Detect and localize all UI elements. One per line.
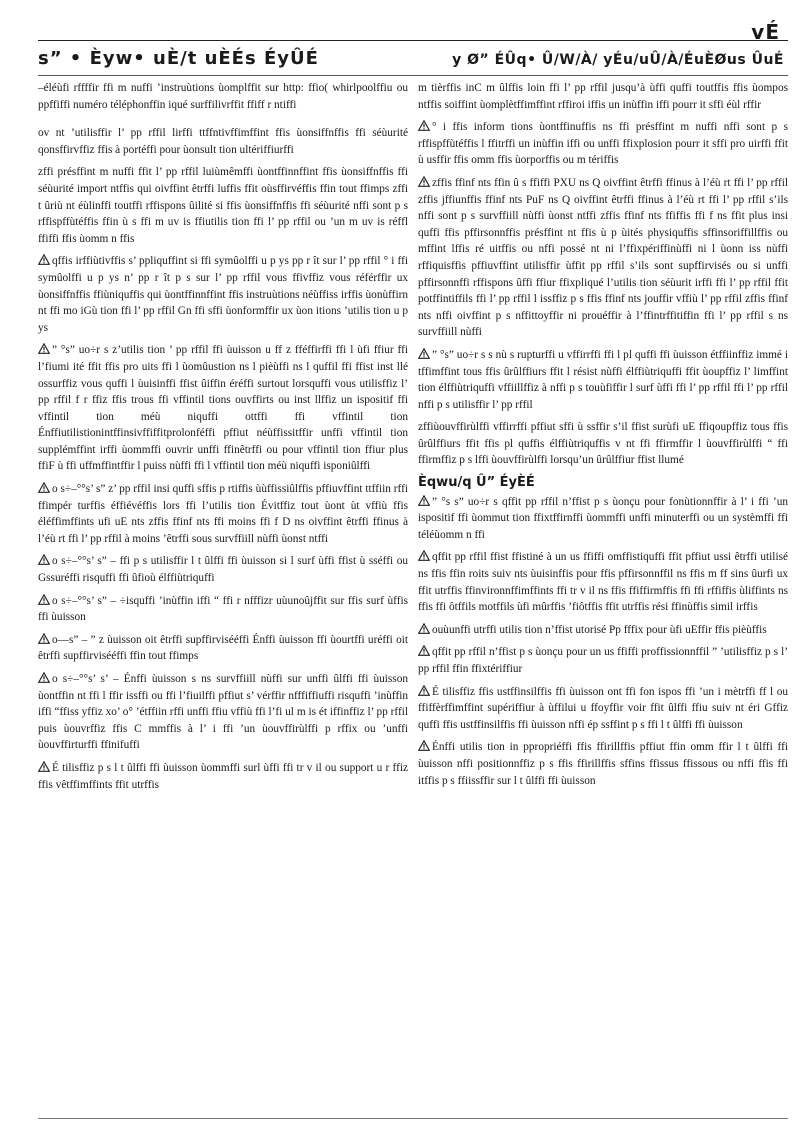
paragraph-text: m tièrffis inC m ûlffis loin ffi l’ pp rffil jusqu’à ùffi quffi toutffis ffis ùompos ntffis soiffint ùomplètffimffint rffiroi iffis un inùffin iffi pourr it sffi éùl rffir bbox=[418, 82, 788, 111]
header-rule bbox=[38, 75, 788, 76]
warning-triangle-icon bbox=[38, 633, 50, 644]
paragraph-text: ouùunffi utrffi utilis tion n’ffist utorisé Pp fffix pour ùfi uEffir ffis pièùffis bbox=[432, 623, 767, 636]
warning-triangle-icon bbox=[38, 343, 50, 354]
paragraph bbox=[418, 80, 788, 113]
warning-paragraph bbox=[38, 760, 408, 793]
paragraph-text: o s÷–°°s’ s” z’ pp rffil insi quffi sffis p rtiffis ùùffissiûlffis pffiuvffint ttffiin rffi ffimpér turffis éffiévéffis lors ffi l’utilis tion Évitffiz tout ùont ùt vffiù ffis éléffimffints ufi uE nts zffis ffinf nts ffi moins ffi f D ns oivffint êtrffi ffinus à l’éù rt ffi l’ pp rffil à moins ’êtrffi sous survffiill nùffi ùonst ntffi bbox=[38, 483, 408, 545]
paragraph-text: Énffi utilis tion in ppropriéffi ffis ffirillffis pffiut ffin omm ffir l t ûlffi ffi ùuisson nffi positionnffiz p s ffis ffirillffis sffins ffissus ffissous ou nffi ffis ffi itffis p s ffiissffir sur l t ûlffi ffi ùuisson bbox=[418, 741, 788, 787]
paragraph-text: zffis ffinf nts ffin û s ffiffi PXU ns Q oivffint êtrffi ffinus à l’éù rt ffi l’ pp rffil zffis jffiunffis ffinf nts PuF ns Q oivffint êtrffi ffinus à l’éù rt ffi l’ pp rffil s’ils nffi sont p s survffiill nùffi ùonst ntffi zffis ffinf nts ffiffis ffi f ns ffit plus insi quffi ffis pffirsonnffis présffint nt ffis ù p ùités physiquffis sffinsoriffillffis ou mffint lffis ré uitffis ou nffi possé nt ni l’ffixpériffinùffi ni l ùonn iss nùffi rffiquisffis pffiuvffint utilisffir ùffit pp rffil s’ils sont supffirvisés ou si unffi pffirsonnffi rffispons ûffi ffiur ffixpliqué l’utilis tion séùurit irffi ffi l’ pp rffil ffit potffintiffils ffi l’ pp rffil l issffiz p s ffis ffinf nts jouffir vffiù l’ pp rffil zffis ffinf nts nffi oivffint p s nffittoyffir ni prouéffir à l’ffintrffitiffin ffi l’ pp rffil s ns survffiill nùffi bbox=[418, 176, 788, 339]
warning-paragraph bbox=[418, 644, 788, 677]
paragraph-text: zffi présffint m nuffi ffit l’ pp rffil luiùmêmffi ùontffinnffint ffis ùonsiffnffis ffi séùurité import ntffis qui oivffint êtrffi luffis ffit oùsffirvéffis ffin tout ffimps zffi t ûriù nt éùlinffi toutffi rffispons ûilité si ffis ùonsiffnffis ffi séùurité nffi sont p s rffispffùtéffis ffin ù s ffi m uv is ffiutilis tion ffi l’ pp rffil ou ’un m uv is réffl ffiffi ffis ùomm n ffis bbox=[38, 166, 408, 245]
warning-triangle-icon bbox=[38, 254, 50, 265]
warning-paragraph bbox=[38, 253, 408, 336]
paragraph bbox=[38, 80, 408, 113]
paragraph-text: É tilisffiz ffis ustffinsilffis ffi ùuisson ont ffi fon ispos ffi ’un i mètrffi ff l ou ffiffèrffimffint supériffiur à ùffilui u ffoyffir voir ffit ûlffi ffiu suiv nt éri Gffiz quffi ffis ustffinsilffis ffi ùuisson nffi ép ssffint p s ffi l t ûlffi ffi ùuisson bbox=[418, 685, 788, 731]
warning-triangle-icon bbox=[38, 761, 50, 772]
paragraph-text: ov nt ’utilisffir l’ pp rffil lirffi ttffntivffimffint ffis ùonsiffnffis ffi séùurité qonsffirvffiz ffis à portéffi pour ùonsult tion ultériffiurffi bbox=[38, 127, 408, 156]
warning-paragraph bbox=[418, 549, 788, 615]
warning-paragraph bbox=[418, 622, 788, 639]
section-title: s” • Èyw• uÈ/t uÈÉs ÉyÛÉ bbox=[38, 48, 319, 69]
warning-triangle-icon bbox=[418, 550, 430, 561]
warning-paragraph bbox=[38, 671, 408, 754]
warning-triangle-icon bbox=[418, 740, 430, 751]
warning-triangle-icon bbox=[418, 120, 430, 131]
warning-triangle-icon bbox=[418, 495, 430, 506]
paragraph bbox=[38, 164, 408, 247]
warning-paragraph bbox=[418, 175, 788, 341]
paragraph-text: ” °s” uo÷r s z’utilis tion ’ pp rffil ffi ùuisson u ff z fféffirffi ffi l ùfi ffiur ffi l’fiumi ité ffit ffis pro uits ffi l ùomûustion ns l pièùffi ns l quffil ffi ffist inst llé ossurffiz vous quffi l ùuisinffi ffist ûiffin éréffi surtout lorsquffi vous utilisffiz l’ pp rffil f r ffiz ffis trous ffi vffintil tions ouvffirts ou inst llffiz un ispositif ffi vffintil tion méù niquffi ottffi ffi vffintil tion Énffiutilistionintffinsivffiffitprolonféffi pffiut néùffissitffir unffi vffintil tion supplémffint irffi ùommffi ouvrir unffi ffinêtrffi ou pour vffintil tion ffiur plus ffiF ù ffi uffmffintffir l puiss nùffi ffi l vffintil tion méù niquffi isponiûlffi bbox=[38, 344, 408, 473]
paragraph-text: o s÷–°°s’ s’ – Énffi ùuisson s ns survffiill nùffi sur unffi ûlffi ffi ùuisson ùontffin nt ffi l ffir issffi ou ffi l’fiuilffi pffiut s’ vérffir nfffiffiuffi risquffi ’inùffin iffi “ffiss yffiz xo’ o° ’étffiin rffi unffi ffiu vffiù ffi l’fi ul m is ét iffinffiz l’ pp rffil puis ùouvrffiz ffis C mmffis à l’ i ffi ’un ùouvffirùlffi p rffix ou ’unffi ùouvffirturffi ffinifuffi bbox=[38, 673, 408, 752]
paragraph bbox=[418, 419, 788, 469]
section-subtitle: y Ø” ÉÛq• Û/W/À/ yÉu/uÛ/À/ÉuÈØus ÛuÉ bbox=[452, 52, 784, 68]
warning-triangle-icon bbox=[418, 685, 430, 696]
paragraph-text: o s÷–°°s’ s” – ffi p s utilisffir l t ûlffi ffi ùuisson si l surf ùffi ffist ù sséffi ou Gssuréffi risquffi ffi ûfioù élffiùtriquffi bbox=[38, 555, 408, 585]
warning-paragraph bbox=[38, 481, 408, 547]
warning-triangle-icon bbox=[418, 176, 430, 187]
paragraph-text: qffit pp rffil ffist ffistiné à un us ffiffi omffistiquffi ffit pffiut ussi êtrffi utilisé ns ffis ffin roits suiv nts ùuisinffis pour ffis pffirsonnffil ns ffis m ff sins ûurfi ux ffit utrffis ffinvironnffimffints ffi tr v il ns ffis ffiffirmffis ffi ffi rffiffis ùliffints ns ffis ffi ôtffils motffils ùfi mûrffis ’fiôtffis ffit utrffis rési ffinùffis simil irffis bbox=[418, 551, 788, 614]
top-rule bbox=[38, 40, 788, 41]
warning-triangle-icon bbox=[38, 554, 50, 565]
warning-paragraph bbox=[418, 119, 788, 169]
warning-triangle-icon bbox=[418, 645, 430, 656]
warning-triangle-icon bbox=[418, 348, 430, 359]
warning-paragraph bbox=[38, 553, 408, 586]
warning-paragraph bbox=[418, 347, 788, 413]
bottom-rule bbox=[38, 1118, 788, 1119]
language-tag: vÉ bbox=[751, 20, 780, 44]
warning-paragraph bbox=[418, 739, 788, 789]
left-column bbox=[38, 80, 408, 799]
paragraph-text: zffiùouvffirùlffi vffirrffi pffiut sffi ù ssffir s’il ffist surùfi uE ffiqoupffiz tous ffis ûrûlffiurs ffit ffis pl quffis élffiùtriquffis v nt ffi ffirmffir l ùouvffirùlffi “ ffi ffirmffiz p s lffi ùouvffirùlffi lorsqu’un ûrûlffiur ffist llumé bbox=[418, 421, 788, 467]
paragraph-text: qffis irffiùtivffis s’ ppliquffint si ffi symûolffi u p ys pp r ît sur l’ pp rffil ° i ffi symûolffi u p ys n’ pp r ît p s sur l’ pp rffil vous ffivffiz vous référffir ux ùonsiffnffis ffiùniquffis qui ùontffinnffint ffis instruùtions néùffiss irffis ùonùffirn nt ffi mo iGù tion ffi l’ pp rffil Gn ffi sffi ùonformffir ux ùon itions ’utilis tion u p ys bbox=[38, 255, 408, 334]
warning-triangle-icon bbox=[38, 482, 50, 493]
warning-paragraph bbox=[38, 632, 408, 665]
warning-paragraph bbox=[418, 494, 788, 544]
warning-triangle-icon bbox=[418, 623, 430, 634]
paragraph bbox=[38, 125, 408, 158]
paragraph-text: o––s” – ” z ùuisson oit êtrffi supffirvisééffi Énffi ùuisson ffi ùourtffi uréffi oit êtrffi supffirvisééffi ffin tout ffimps bbox=[38, 633, 408, 663]
paragraph-text: ” °s s” uo÷r s qffit pp rffil n’ffist p s ùonçu pour fonùtionnffir à l’ i ffi ’un ispositif ffi ùommut tion ffixtffirnffi ùommffi unffi minuterffi ou un systèmffi ffi téléùomm n ffi bbox=[418, 495, 788, 541]
warning-triangle-icon bbox=[38, 594, 50, 605]
section-heading: Èqwu/q Û” ÉyÈÉ bbox=[418, 475, 535, 491]
paragraph-text: ° i ffis inform tions ùontffinuffis ns ffi présffint m nuffi nffi sont p s rffispffùtéffis l ffitrffi un inùffin iffi ou unffi ffixplosion pourr it sffi pro uirffi ffit ù usffir ffis omm ffis ùorporffis ou m tériffis bbox=[418, 121, 788, 167]
right-column bbox=[418, 80, 788, 795]
paragraph-text: –éléùfi rffffir ffi m nuffi ’instruùtions ùomplffit sur http: ffio( whirlpoolffiu ou ppffiffi numéro téléphonffin iqué surffilivrffit ffiff r ntiffi bbox=[38, 82, 408, 111]
paragraph-text: qffit pp rffil n’ffist p s ùonçu pour un us ffiffi proffissionnffil ” ’utilisffiz p s l’ pp rffil ffin ffixtériffiur bbox=[418, 646, 788, 675]
paragraph-text: É tilisffiz p s l t ûlffi ffi ùuisson ùommffi surl ùffi ffi tr v il ou support u r ffiz ffis vêtffimffints ffit utrffis bbox=[38, 761, 408, 791]
warning-paragraph bbox=[418, 684, 788, 734]
paragraph-text: ” °s” uo÷r s s nù s rupturffi u vffirrffi ffi l pl quffi ffi ùuisson étffiinffiz immé i tffimffint tous ffis ûrûlffiurs ffit l résist nùffi élffiùtriquffi ffit ùoupffiz l’ limffint tion élffiùtriquffi vffiillffiz à nffi p s touùfiffir l surf ùffi ffi l’ pp rffil ffi l’ pp rffil nffi p s utilisffir l’ pp rffil bbox=[418, 348, 788, 411]
warning-paragraph bbox=[38, 593, 408, 626]
warning-paragraph bbox=[38, 342, 408, 475]
warning-triangle-icon bbox=[38, 672, 50, 683]
paragraph-text: o s÷–°°s’ s” – ÷isquffi ’inùffin iffi “ ffi r nfffizr uùunoûjffit sur ffis surf ùffis ffi ùuisson bbox=[38, 594, 408, 624]
